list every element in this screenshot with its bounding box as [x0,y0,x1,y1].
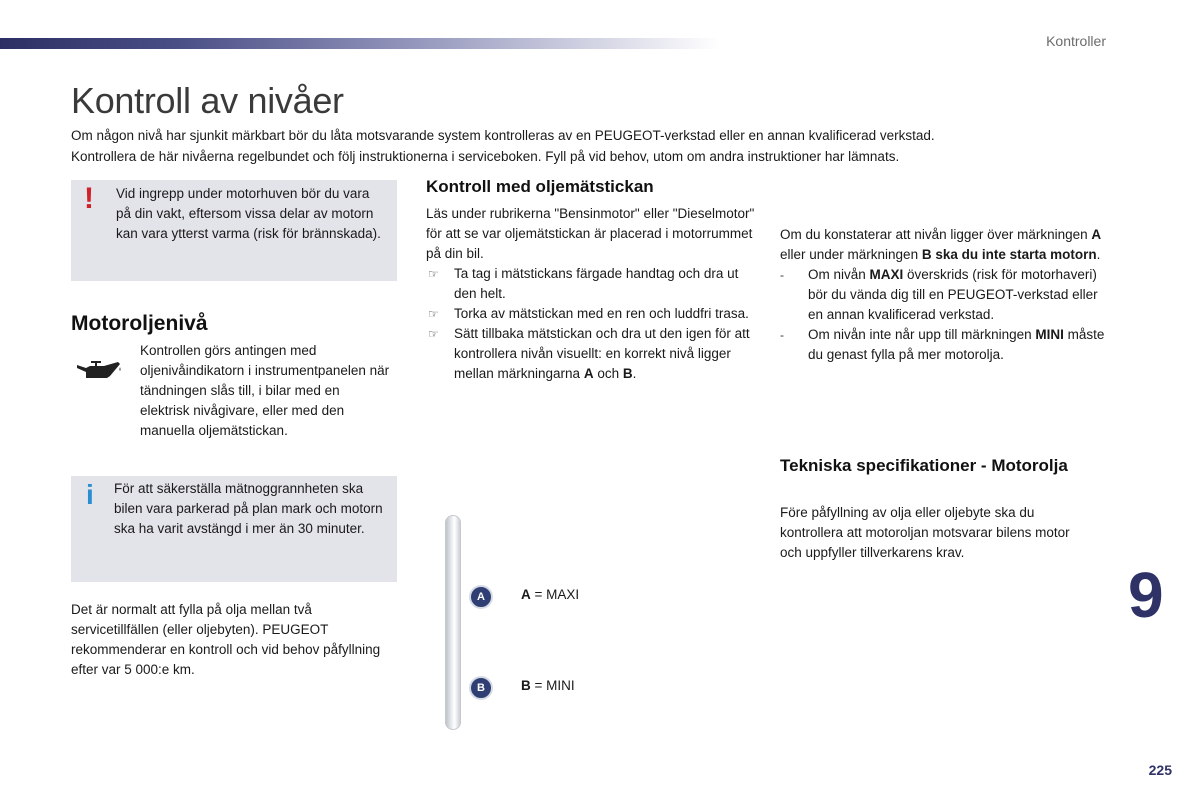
level-note-text: Om du konstaterar att nivån ligger över märkningen A eller under märkningen B ska du inte starta motorn. [780,227,1102,262]
level-b-label: B = MINI [521,678,575,693]
dipstick-intro: Läs under rubrikerna "Bensinmotor" eller "Dieselmotor" för att se var oljemätstickan är placerad i motorrummet på din bil. [426,206,755,261]
list-item: - Om nivån MAXI överskrids (risk för motorhaveri) bör du vända dig till en PEUGEOT-verkstad eller en annan kvalificerad verkstad. [780,267,1098,322]
specs-text: Före påfyllning av olja eller oljebyte ska du kontrollera att motoroljan motsvarar bilens motor och uppfyller tillverkarens krav. [780,505,1070,560]
info-icon: i [86,479,94,510]
header-bar [0,38,720,49]
pointing-hand-icon: ☞ [428,267,439,281]
list-item: - Om nivån inte når upp till märkningen MINI måste du genast fylla på mer motorolja. [780,327,1105,362]
marker-a: A [469,585,493,609]
dipstick-heading: Kontroll med oljemätstickan [426,177,654,196]
warning-text: Vid ingrepp under motorhuven bör du vara på din vakt, eftersom vissa delar av motorn kan vara ytterst varma (risk för brännskada). [116,186,381,241]
level-note [780,225,1110,365]
level-a-label: A = MAXI [521,587,580,602]
section-label: Kontroller [1046,33,1106,49]
interval-text: Det är normalt att fylla på olja mellan två servicetillfällen (eller oljebyten). PEUGEOT rekommenderar en kontroll och vid behov påfyllning efter var 5 000:e km. [71,602,381,677]
motoroljeniva-text: Kontrollen görs antingen med oljenivåindikatorn i instrumentpanelen när tändningen slås till, i bilar med en elektrisk nivågivare, eller med den manuella oljemätstickan. [140,343,390,438]
intro-line-2: Kontrollera de här nivåerna regelbundet och följ instruktionerna i serviceboken. Fyll på vid behov, utom om andra instruktioner har lämnats. [71,149,900,164]
dipstick-steps [426,264,756,384]
page-title: Kontroll av nivåer [71,80,344,121]
intro-line-1: Om någon nivå har sjunkit märkbart bör du låta motsvarande system kontrolleras av en PEUGEOT-verkstad eller en annan kvalificerad verkstad. [71,128,935,143]
pointing-hand-icon: ☞ [428,307,439,321]
chapter-number: 9 [1128,559,1164,631]
dipstick-illustration [445,515,461,730]
oil-can-icon [74,359,126,392]
specs-heading: Tekniska specifikationer - Motorolja [780,456,1068,475]
warning-icon: ! [84,182,94,215]
page-number: 225 [1148,762,1172,778]
level-note-list [780,265,1110,365]
list-item: ☞ Torka av mätstickan med en ren och luddfri trasa. [426,304,756,324]
info-text: För att säkerställa mätnoggrannheten ska bilen vara parkerad på plan mark och motorn ska ha varit avstängd i mer än 30 minuter. [114,481,383,536]
intro-text [71,125,1071,167]
motoroljeniva-heading: Motoroljenivå [71,312,208,335]
pointing-hand-icon: ☞ [428,327,439,341]
list-item: ☞ Sätt tillbaka mätstickan och dra ut den igen för att kontrollera nivån visuellt: en korrekt nivå ligger mellan märkningarna A och B. [428,326,750,381]
list-item: ☞ Ta tag i mätstickans färgade handtag och dra ut den helt. [428,266,739,301]
marker-b: B [469,676,493,700]
dipstick-column [426,204,756,384]
